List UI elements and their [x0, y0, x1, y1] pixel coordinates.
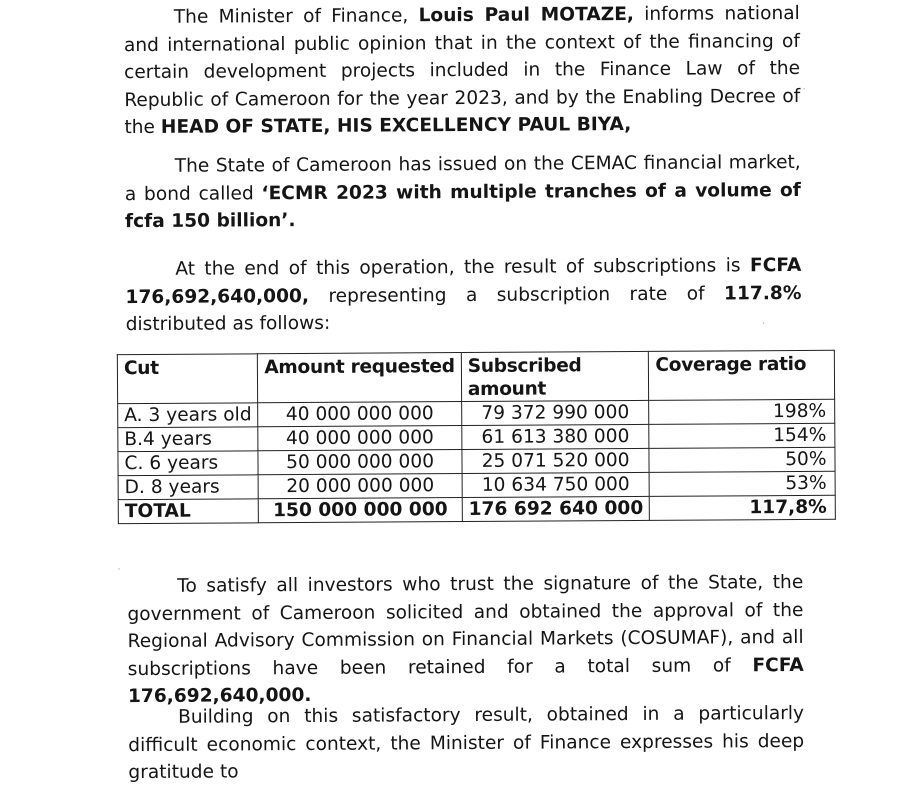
text: The Minister of Finance, — [173, 5, 419, 28]
cell-coverage-ratio: 50% — [649, 447, 835, 472]
retained-total: FCFA 176,692,640,000. — [127, 654, 804, 708]
header-subscribed-amount: Subscribed amount — [461, 351, 649, 401]
cell-coverage-ratio: 154% — [649, 423, 835, 448]
subscription-rate: 117.8% — [723, 282, 802, 304]
cell-amount-requested: 40 000 000 000 — [258, 402, 462, 427]
text: distributed as follows: — [125, 312, 331, 336]
paragraph-gratitude — [128, 700, 804, 787]
text: informs national and international public opinion that in the context of the financing of certain development projects included in the Finance Law of the Republic of Cameroon for the year 2023, and by the Enabling Decree of the — [123, 2, 801, 139]
cell-amount-requested: 50 000 000 000 — [258, 450, 462, 475]
header-coverage-ratio: Coverage ratio — [649, 350, 835, 400]
table-total-row — [118, 495, 835, 523]
table-header-row — [117, 350, 834, 403]
text: At the end of this operation, the result of subscriptions is — [175, 255, 751, 280]
paragraph-cosumaf-approval — [127, 569, 804, 711]
paragraph-subscription-result — [125, 252, 801, 339]
text: Building on this satisfactory result, obtained in a particularly difficult economic context, the Minister of Finance expresses his deep gratitude to — [128, 702, 805, 784]
total-coverage-ratio: 117,8% — [650, 495, 836, 520]
cell-coverage-ratio: 198% — [649, 399, 835, 424]
cell-cut: A. 3 years old — [118, 403, 259, 428]
cell-amount-requested: 20 000 000 000 — [258, 474, 462, 499]
cell-subscribed-amount: 25 071 520 000 — [462, 448, 650, 473]
head-of-state: HEAD OF STATE, HIS EXCELLENCY PAUL BIYA, — [160, 114, 632, 138]
cell-subscribed-amount: 10 634 750 000 — [462, 472, 650, 497]
text: representing a subscription rate of — [308, 282, 725, 307]
cell-cut: B.4 years — [118, 427, 259, 452]
cell-amount-requested: 40 000 000 000 — [258, 426, 462, 451]
text: To satisfy all investors who trust the signature of the State, the government of Cameroon solicited and obtained the approval of the Regional Advisory Commission on Financial Markets (COSUMAF), and all subscriptions have been retained for a total sum of — [127, 571, 804, 680]
subscription-table — [117, 350, 836, 524]
total-amount-requested: 150 000 000 000 — [259, 498, 463, 523]
scan-speck: · — [802, 81, 807, 96]
cell-subscribed-amount: 61 613 380 000 — [462, 424, 650, 449]
subscription-total: FCFA 176,692,640,000, — [125, 254, 802, 308]
header-cut: Cut — [117, 354, 258, 404]
scan-speck: · — [761, 316, 766, 331]
scan-speck: · — [117, 562, 122, 577]
bond-name: ‘ECMR 2023 with multiple tranches of a volume of fcfa 150 billion’. — [124, 179, 801, 233]
paragraph-bond-issue — [125, 149, 801, 236]
header-amount-requested: Amount requested — [258, 353, 462, 403]
minister-name: Louis Paul MOTAZE, — [418, 3, 634, 27]
cell-cut: D. 8 years — [118, 475, 259, 500]
cell-coverage-ratio: 53% — [650, 471, 836, 496]
total-label: TOTAL — [118, 499, 259, 524]
cell-subscribed-amount: 79 372 990 000 — [461, 400, 649, 425]
paragraph-minister-announcement — [124, 0, 801, 142]
cell-cut: C. 6 years — [118, 451, 259, 476]
total-subscribed-amount: 176 692 640 000 — [462, 496, 650, 521]
text: The State of Cameroon has issued on the CEMAC financial market, a bond called — [124, 151, 801, 205]
